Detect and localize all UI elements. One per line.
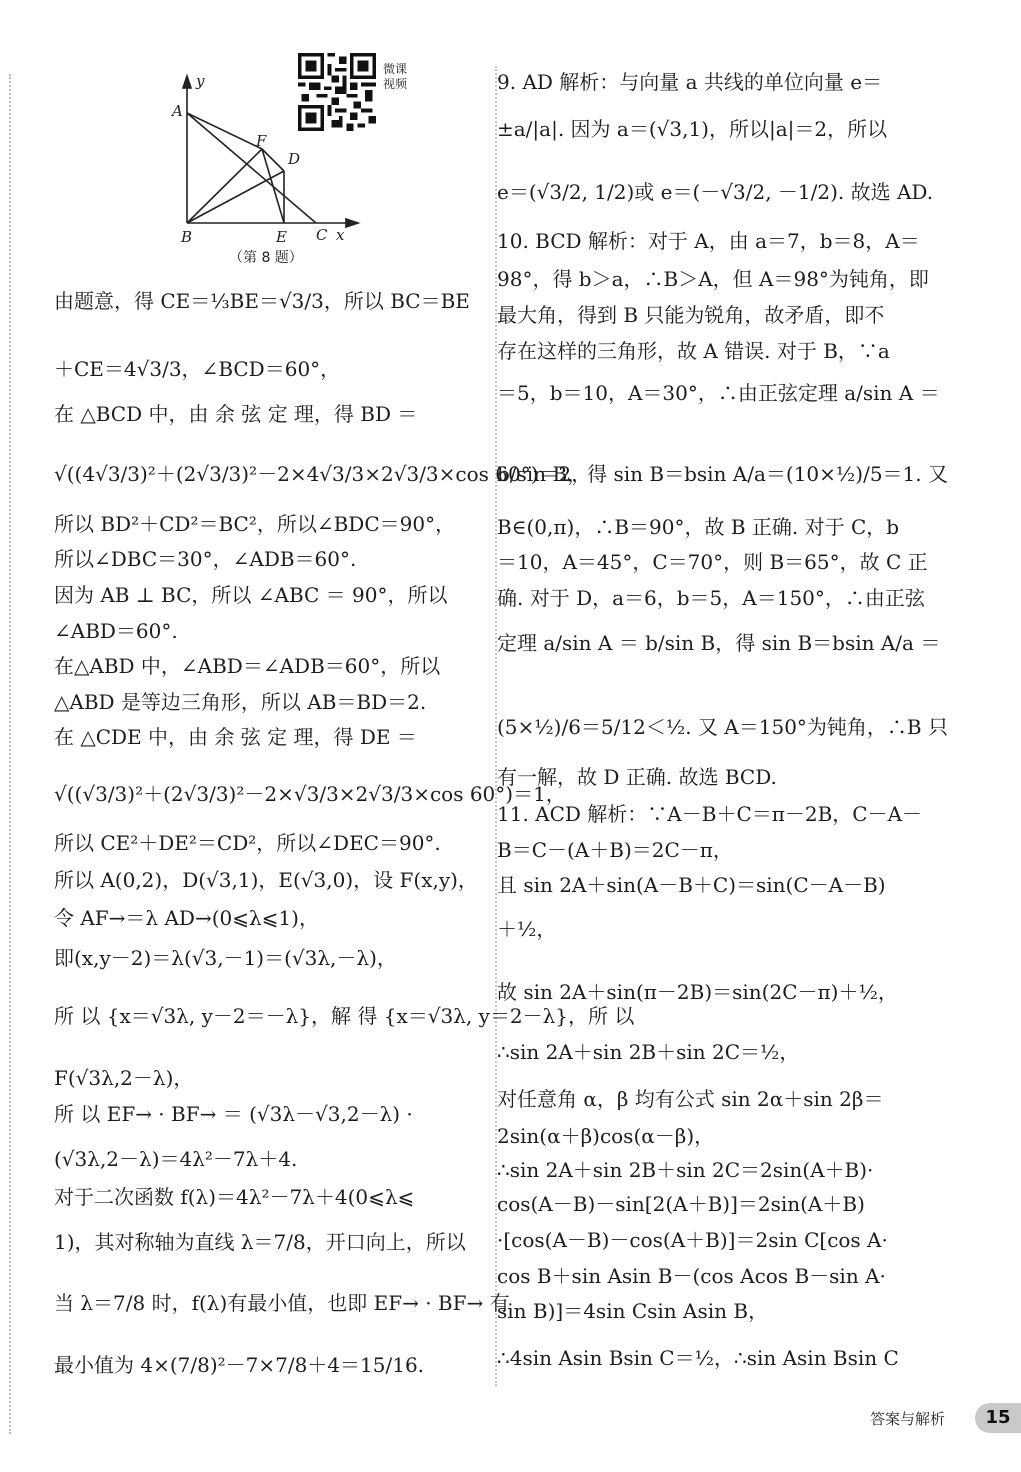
right-text-line: 9. AD 解析：与向量 a 共线的单位向量 e＝	[497, 70, 883, 94]
left-text-line: 对于二次函数 f(λ)＝4λ²－7λ＋4(0⩽λ⩽	[54, 1185, 415, 1209]
left-text-line: F(√3λ,2－λ)，	[54, 1066, 194, 1090]
right-text-line: B∈(0,π)，∴B＝90°，故 B 正确. 对于 C，b	[497, 515, 900, 539]
left-text-line: 令 AF→＝λ AD→(0⩽λ⩽1)，	[54, 906, 319, 930]
right-text-line: 2sin(α＋β)cos(α－β)，	[497, 1124, 715, 1148]
right-text-line: B＝C－(A＋B)＝2C－π，	[497, 838, 733, 862]
right-text-line: ＝5，b＝10，A＝30°，∴由正弦定理 a/sin A ＝	[497, 381, 940, 405]
left-text-line: △ABD 是等边三角形，所以 AB＝BD＝2.	[54, 690, 427, 714]
left-text-line: 所以 BD²＋CD²＝BC²，所以∠BDC＝90°，	[54, 512, 456, 536]
right-text-line: cos B＋sin Asin B－(cos Acos B－sin A·	[497, 1264, 886, 1288]
right-text-line: 对任意角 α，β 均有公式 sin 2α＋sin 2β＝	[497, 1087, 884, 1111]
right-text-line: b/sin B，得 sin B＝bsin A/a＝(10×½)/5＝1. 又	[497, 462, 948, 486]
binding-margin-line	[9, 74, 11, 1434]
right-text-line: e＝(√3/2, 1/2)或 e＝(－√3/2, －1/2). 故选 AD.	[497, 180, 934, 204]
right-text-line: ∴sin 2A＋sin 2B＋sin 2C＝2sin(A＋B)·	[497, 1158, 874, 1182]
right-text-line: (5×½)/6＝5/12＜½. 又 A＝150°为钝角，∴B 只	[497, 715, 948, 739]
right-text-line: cos(A－B)－sin[2(A＋B)]＝2sin(A＋B)	[497, 1192, 865, 1216]
right-text-line: 98°，得 b＞a，∴B＞A，但 A＝98°为钝角，即	[497, 267, 929, 291]
right-text-line: sin B)]＝4sin Csin Asin B，	[497, 1299, 769, 1323]
right-text-line: 有一解，故 D 正确. 故选 BCD.	[497, 765, 777, 789]
left-text-line: ∠ABD＝60°.	[54, 619, 178, 643]
label-f: F	[256, 132, 267, 150]
left-text-line: 因为 AB ⊥ BC，所以 ∠ABC ＝ 90°，所以	[54, 583, 448, 607]
right-text-line: 定理 a/sin A ＝ b/sin B，得 sin B＝bsin A/a ＝	[497, 631, 941, 655]
left-text-line: 在△ABD 中，∠ABD＝∠ADB＝60°，所以	[54, 654, 441, 678]
right-text-line: 最大角，得到 B 只能为锐角，故矛盾，即不	[497, 303, 885, 327]
left-text-line: √((√3/3)²＋(2√3/3)²－2×√3/3×2√3/3×cos 60°)＝1，	[54, 782, 566, 806]
left-text-line: 由题意，得 CE＝⅓BE＝√3/3，所以 BC＝BE	[54, 289, 470, 313]
right-text-line: ∴sin 2A＋sin 2B＋sin 2C＝½，	[497, 1040, 800, 1064]
label-x: x	[336, 226, 345, 244]
right-text-line: 11. ACD 解析：∵A－B＋C＝π－2B，C－A－	[497, 802, 923, 826]
left-text-line: 最小值为 4×(7/8)²－7×7/8＋4＝15/16.	[54, 1353, 425, 1377]
right-text-line: ＋½，	[497, 917, 557, 941]
left-text-line: 1)，其对称轴为直线 λ＝7/8，开口向上，所以	[54, 1230, 466, 1254]
right-text-line: 确. 对于 D，a＝6，b＝5，A＝150°，∴由正弦	[497, 586, 925, 610]
left-text-line: ＋CE＝4√3/3，∠BCD＝60°，	[54, 357, 341, 381]
label-d: D	[288, 150, 301, 168]
left-text-line: (√3λ,2－λ)＝4λ²－7λ＋4.	[54, 1147, 298, 1171]
left-text-line: 所 以 {x＝√3λ, y－2＝－λ}，解 得 {x＝√3λ, y＝2－λ}，所 以	[54, 1004, 635, 1028]
footer-label: 答案与解析	[870, 1410, 946, 1428]
left-text-line: √((4√3/3)²＋(2√3/3)²－2×4√3/3×2√3/3×cos 60°)＝2，	[54, 462, 592, 486]
label-a: A	[172, 102, 183, 120]
left-text-line: 当 λ＝7/8 时，f(λ)有最小值，也即 EF→ · BF→ 有	[54, 1291, 510, 1315]
qr-label: 微课 视频	[383, 62, 408, 91]
right-text-line: 10. BCD 解析：对于 A，由 a＝7，b＝8，A＝	[497, 229, 920, 253]
left-text-line: 所以∠DBC＝30°，∠ADB＝60°.	[54, 547, 357, 571]
right-text-line: 故 sin 2A＋sin(π－2B)＝sin(2C－π)＋½，	[497, 980, 898, 1004]
label-b: B	[181, 228, 193, 246]
right-text-line: ±a/|a|. 因为 a＝(√3,1)，所以|a|＝2，所以	[497, 117, 888, 141]
right-text-line: ∴4sin Asin Bsin C＝½，∴sin Asin Bsin C	[497, 1346, 899, 1370]
left-text-line: 所以 A(0,2)，D(√3,1)，E(√3,0)，设 F(x,y)，	[54, 868, 478, 892]
label-y: y	[196, 72, 205, 90]
page-number: 15	[975, 1403, 1021, 1433]
right-text-line: 且 sin 2A＋sin(A－B＋C)＝sin(C－A－B)	[497, 873, 886, 897]
label-e: E	[276, 228, 287, 246]
left-text-line: 所以 CE²＋DE²＝CD²，所以∠DEC＝90°.	[54, 831, 441, 855]
right-text-line: 存在这样的三角形，故 A 错误. 对于 B，∵a	[497, 339, 890, 363]
left-text-line: 在 △CDE 中，由 余 弦 定 理，得 DE ＝	[54, 725, 417, 749]
label-c: C	[316, 226, 328, 244]
left-text-line: 在 △BCD 中，由 余 弦 定 理，得 BD ＝	[54, 402, 418, 426]
qr-code-icon	[298, 53, 376, 131]
left-text-line: 即(x,y－2)＝λ(√3,－1)＝(√3λ,－λ)，	[54, 946, 397, 970]
figure-caption: （第 8 题）	[229, 250, 303, 266]
right-text-line: ＝10，A＝45°，C＝70°，则 B＝65°，故 C 正	[497, 550, 928, 574]
left-text-line: 所 以 EF→ · BF→ ＝ (√3λ－√3,2－λ) ·	[54, 1102, 413, 1126]
right-text-line: ·[cos(A－B)－cos(A＋B)]＝2sin C[cos A·	[497, 1228, 888, 1252]
